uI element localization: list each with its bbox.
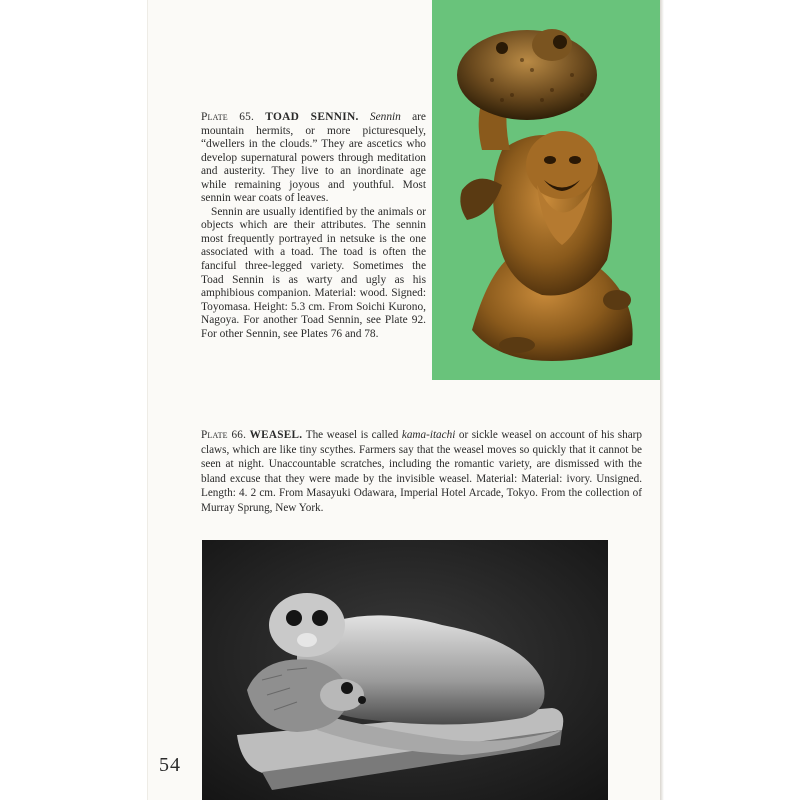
plate66-paragraph [201, 428, 642, 516]
plate66-caption [201, 428, 642, 516]
plate66-text-a: The weasel is called [302, 429, 402, 441]
plate65-para1-text: are mountain hermits, or more picturesquely, “dwellers in the clouds.” They are ascetics who develop supernatural powers through meditation and austerity. They live to an inordinate age while remaining joyous and youthful. Most sennin wear coats of leaves. [201, 111, 426, 205]
plate65-label: Plate 65. [201, 111, 255, 123]
plate66-title: WEASEL. [249, 429, 303, 441]
plate66-text-b: or sickle weasel on account of his sharp claws, which are like tiny scythes. Farmers say that the weasel moves so quickly that it cannot be seen at night. Unaccountable scratches, including the romantic variety, are dismissed with the bland excuse that they were made by the invisible weasel. Material: Material: ivory. Unsigned. Length: 4. 2 cm. From Masayuki Odawara, Imperial Hotel Arcade, Tokyo. From the collection of Murray Sprung, New York. [201, 429, 642, 514]
plate65-term: Sennin [369, 111, 401, 123]
plate65-paragraph-2: Sennin are usually identified by the animals or objects which are their attributes. The sennin most frequently portrayed in netsuke is the one associated with a toad. The toad is often the fanciful three-legged variety. Sometimes the Toad Sennin is as warty and ugly as his amphibious companion. Material: wood. Signed: Toyomasa. Height: 5.3 cm. From Soichi Kurono, Nagoya. For another Toad Sennin, see Plate 92. For other Sennin, see Plates 76 and 78. [201, 205, 426, 340]
plate66-label: Plate 66. [201, 429, 247, 441]
plate66-term: kama-itachi [401, 429, 456, 441]
plate65-title: TOAD SENNIN. [265, 111, 359, 123]
plate66-photo [202, 540, 608, 800]
plate65-caption [201, 111, 426, 341]
page-number: 54 [159, 754, 181, 776]
plate65-photo [432, 0, 660, 380]
plate65-paragraph-1 [201, 111, 426, 206]
page-edge [660, 0, 664, 800]
